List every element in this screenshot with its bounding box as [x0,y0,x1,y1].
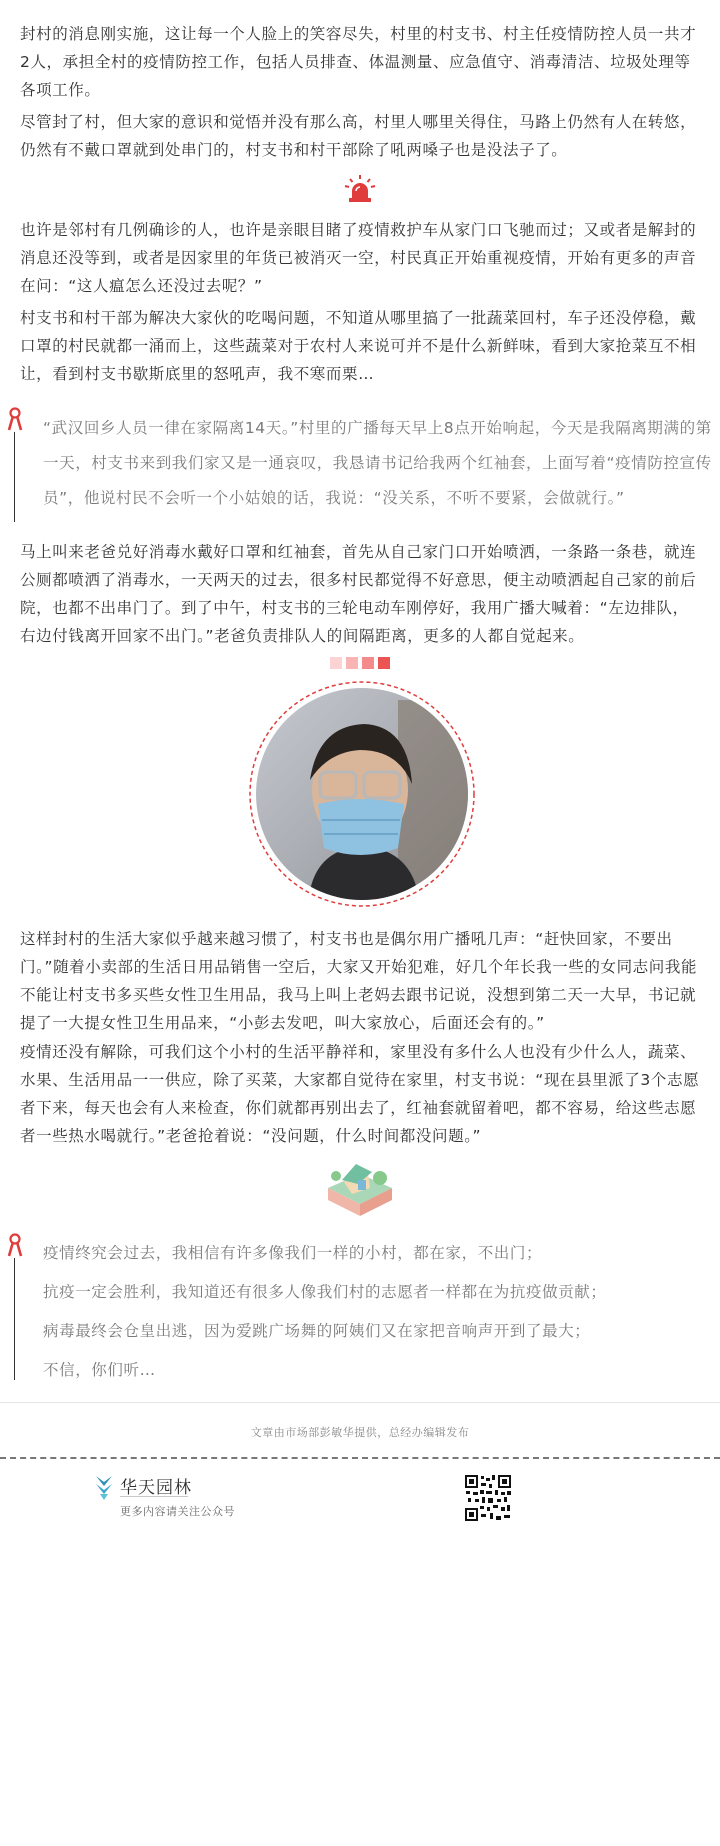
divider-square [378,657,390,669]
credit-line: 文章由市场部彭敏华提供，总经办编辑发布 [250,1426,470,1439]
closing-line-2: 抗疫一定会胜利，我知道还有很多人像我们村的志愿者一样都在为抗疫做贡献； [43,1283,607,1301]
closing-line-1: 疫情终究会过去，我相信有许多像我们一样的小村，都在家，不出门； [43,1244,543,1262]
closing-line-3: 病毒最终会仓皇出逃，因为爱跳广场舞的阿姨们又在家把音响声开到了最大； [43,1322,591,1340]
paragraph-5: 马上叫来老爸兑好消毒水戴好口罩和红袖套，首先从自己家门口开始喷洒，一条路一条巷，就连公厕都喷洒了消毒水，一天两天的过去，很多村民都觉得不好意思，便主动喷洒起自己家的前后院，也都不出串门了。到了中午，村支书的三轮电动车刚停好，我用广播大喊着：“左边排队，右边付钱离开回家不出门。”老爸负责排队人的间隔距离，更多的人都自觉起来。 [20,543,697,645]
follow-text: 更多内容请关注公众号 [120,1505,235,1518]
paragraph-7: 疫情还没有解除，可我们这个小村的生活平静祥和，家里没有多什么人也没有少什么人，蔬菜、水果、生活用品一一供应，除了买菜，大家都自觉待在家里，村支书说：“现在县里派了3个志愿者下来，每天也会有人来检查，你们就都再别出去了，红袖套就留着吧，都不容易，给这些志愿者一些热水喝就行。”老爸抢着说：“没问题，什么时间都没问题。” [20,1043,700,1145]
closing-line-4: 不信，你们听… [43,1361,156,1379]
paragraph-2: 尽管封了村，但大家的意识和觉悟并没有那么高，村里人哪里关得住，马路上仍然有人在转悠，仍然有不戴口罩就到处串门的，村支书和村干部除了吼两嗓子也是没法子了。 [20,113,697,159]
portrait-photo [248,680,476,908]
siren-icon [0,174,720,204]
house-illustration [0,1154,720,1218]
divider-square [362,657,374,669]
paragraph-6: 这样封村的生活大家似乎越来越习惯了，村支书也是偶尔用广播吼几声：“赶快回家，不要出门。”随着小卖部的生活日用品销售一空后，大家又开始犯难，好几个年长我一些的女同志问我能不能让村支书多买些女性卫生用品，我马上叫上老妈去跟书记说，没想到第二天一大早，书记就提了一大提女性卫生用品来，“小彭去发吧，叫大家放心，后面还会有的。” [20,930,698,1032]
qr-code[interactable] [464,1474,512,1522]
brand-logo-icon [94,1472,114,1502]
footer-divider [0,1402,720,1403]
divider-squares [0,654,720,668]
ribbon-icon [7,1232,23,1258]
divider-square [330,657,342,669]
paragraph-1: 封村的消息刚实施，这让每一个人脸上的笑容尽失，村里的村支书、村主任疫情防控人员一共才2人，承担全村的疫情防控工作，包括人员排查、体温测量、应急值守、消毒清洁、垃圾处理等各项工作。 [20,25,697,99]
paragraph-3: 也许是邻村有几例确诊的人，也许是亲眼目睹了疫情救护车从家门口飞驰而过；又或者是解封的消息还没等到，或者是因家里的年货已被消灭一空，村民真正开始重视疫情，开始有更多的声音在问：“这人瘟怎么还没过去呢？” [20,221,697,295]
brand-underline [120,1496,188,1497]
paragraph-4: 村支书和村干部为解决大家伙的吃喝问题，不知道从哪里搞了一批蔬菜回村，车子还没停稳，戴口罩的村民就都一涌而上，这些蔬菜对于农村人来说可并不是什么新鲜味，看到大家抢菜互不相让，看到村支书歇斯底里的怒吼声，我不寒而栗… [20,309,697,383]
quote-1-text: “武汉回乡人员一律在家隔离14天。”村里的广播每天早上8点开始响起，今天是我隔离期满的第一天，村支书来到我们家又是一通哀叹，我恳请书记给我两个红袖套，上面写着“疫情防控宣传员”，他说村民不会听一个小姑娘的话，我说：“没关系，不听不要紧，会做就行。” [43,419,712,507]
brand-name: 华天园林 [120,1478,192,1498]
ribbon-icon [7,406,23,432]
quote-block-1 [14,408,715,522]
closing-quote-block [14,1234,715,1380]
divider-square [346,657,358,669]
footer-dashed-line [0,1457,720,1459]
